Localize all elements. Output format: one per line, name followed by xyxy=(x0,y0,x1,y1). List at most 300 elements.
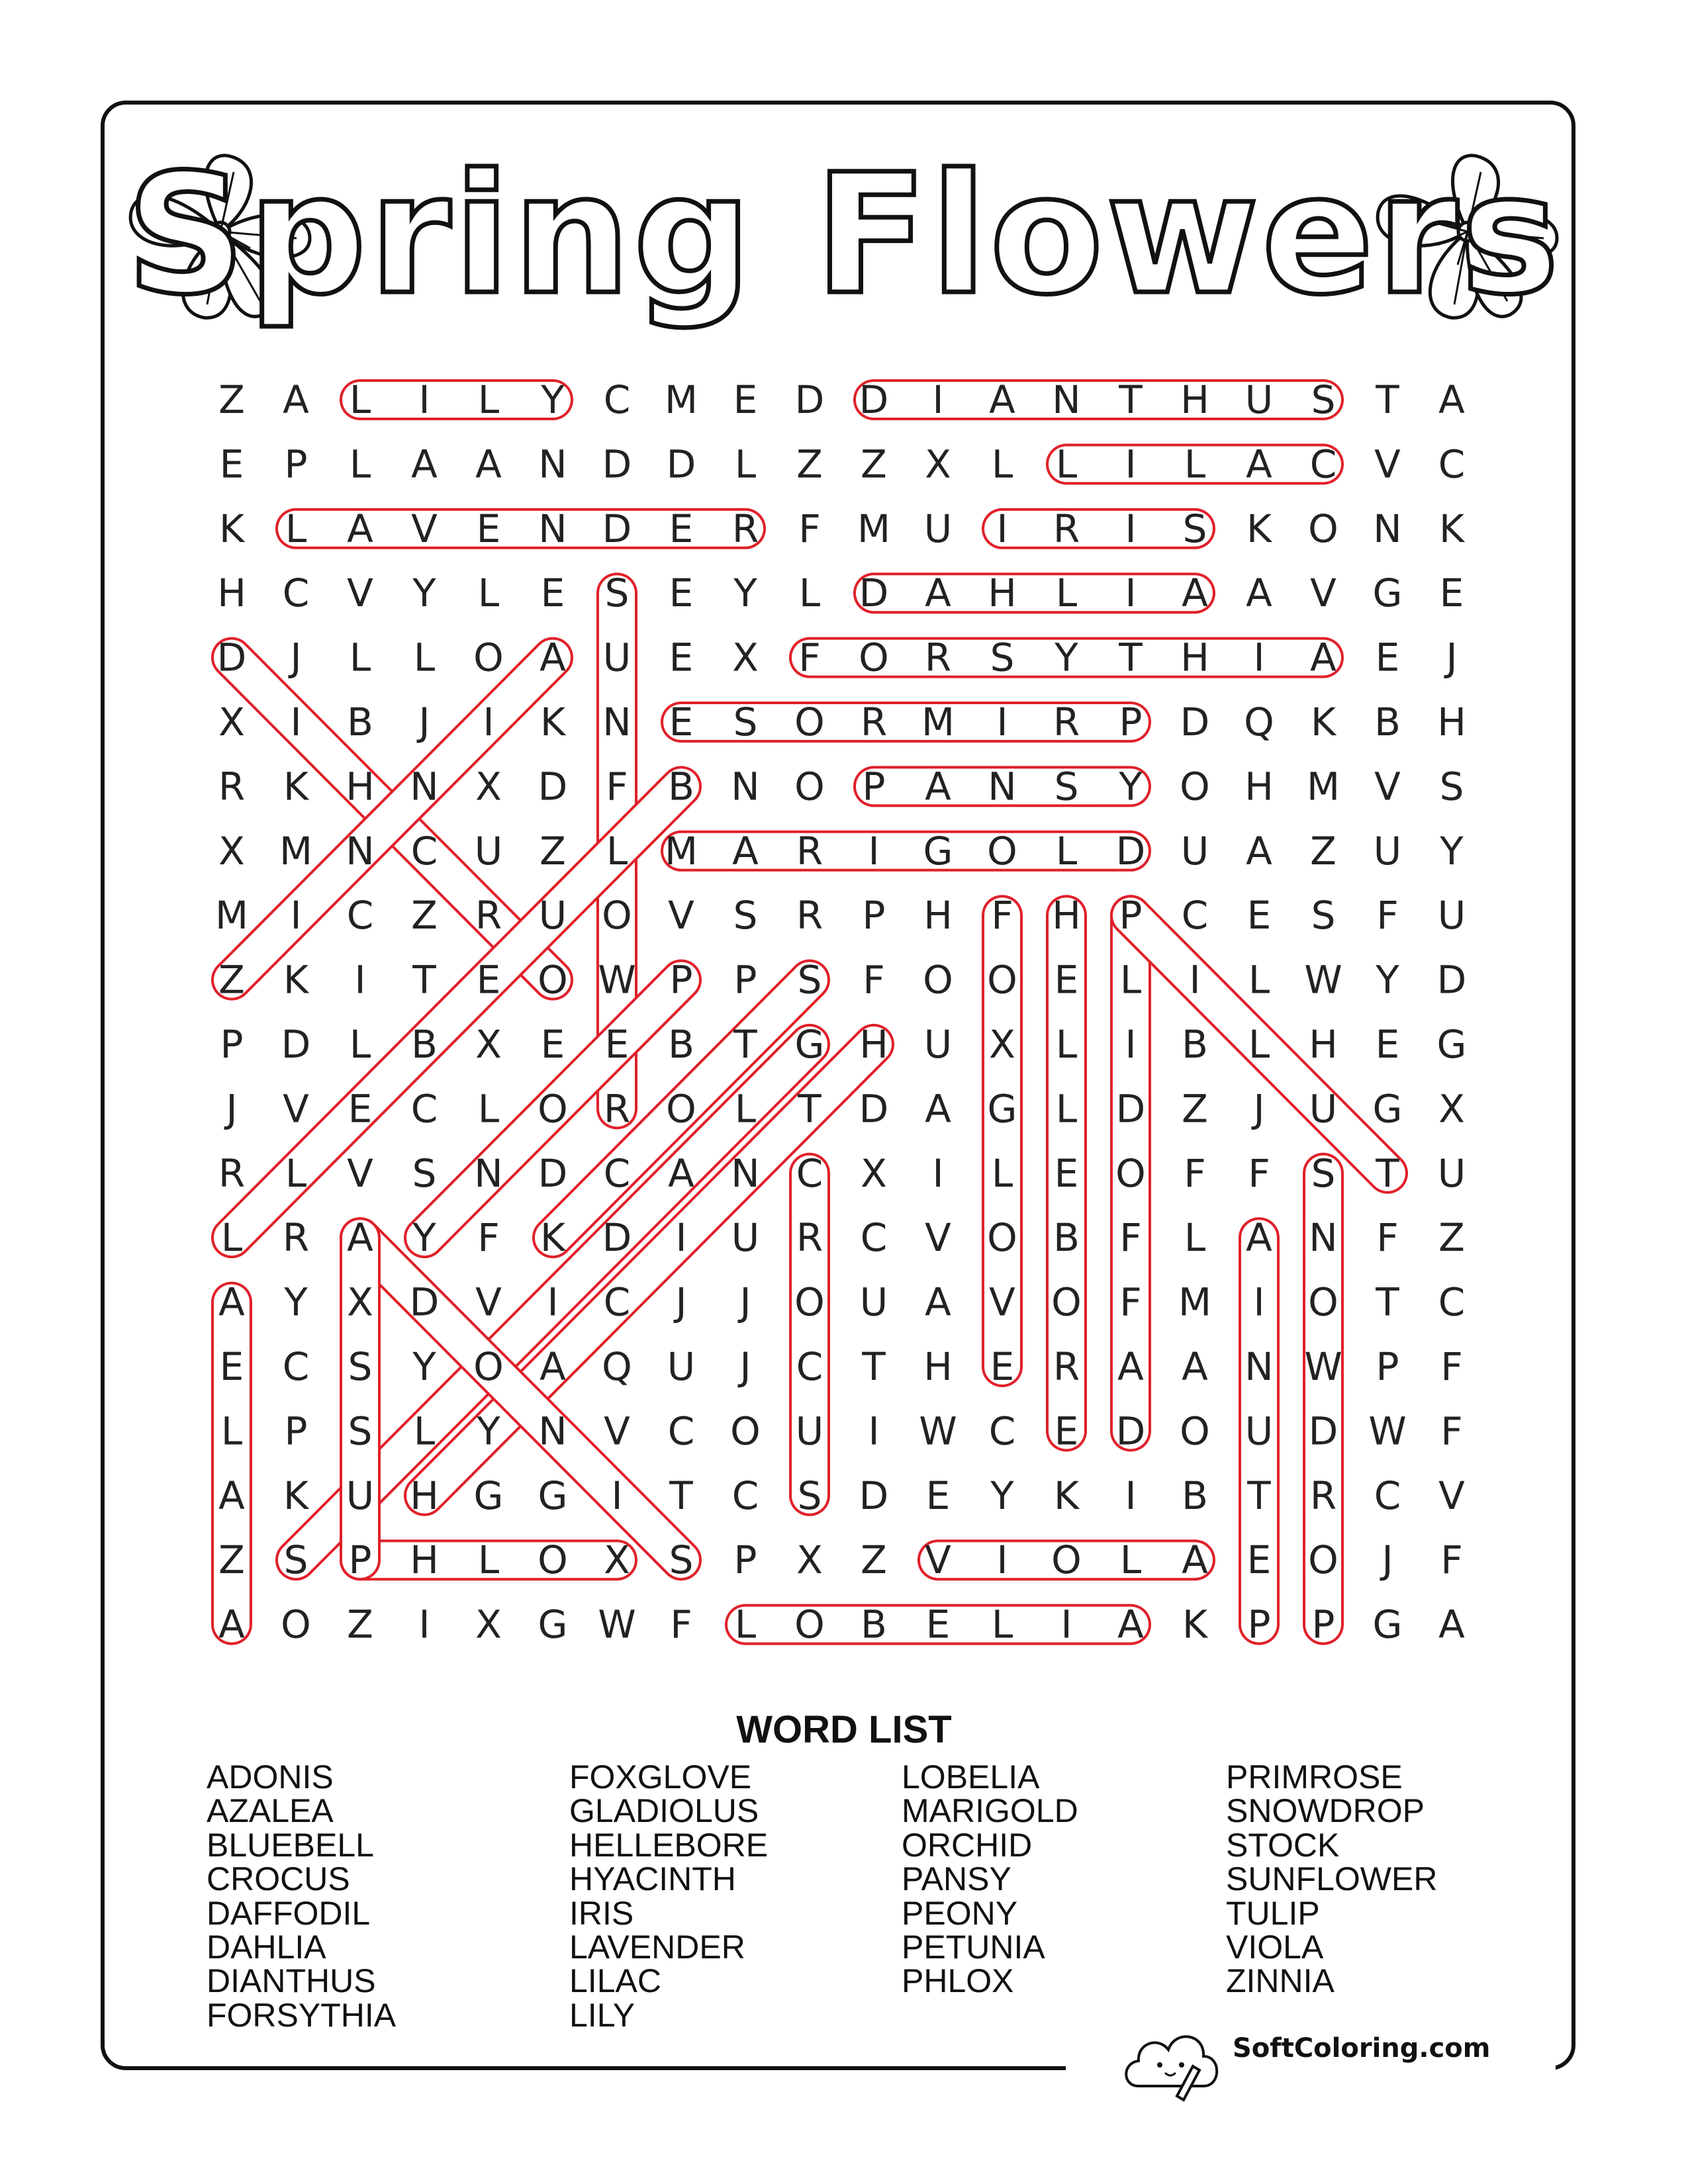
grid-letter: T xyxy=(1247,1473,1271,1518)
grid-letter: X xyxy=(604,1537,630,1583)
grid-letter: B xyxy=(1053,1215,1080,1261)
grid-letter: K xyxy=(539,1215,566,1261)
grid-letter: K xyxy=(283,1473,309,1518)
grid-letter: A xyxy=(218,1279,245,1325)
grid-letter: S xyxy=(1311,1150,1336,1196)
grid-letter: O xyxy=(1115,1150,1146,1196)
grid-letter: I xyxy=(675,1215,687,1261)
word-list-item: SNOWDROP xyxy=(1226,1792,1425,1830)
grid-letter: L xyxy=(349,1022,371,1067)
grid-letter: L xyxy=(1055,441,1078,487)
grid-letter: Z xyxy=(539,828,566,874)
grid-letter: O xyxy=(1308,506,1338,551)
grid-letter: L xyxy=(413,1408,436,1454)
grid-letter: C xyxy=(1309,441,1337,487)
grid-letter: E xyxy=(990,1344,1015,1389)
grid-letter: P xyxy=(669,957,693,1003)
grid-letter: D xyxy=(1115,1086,1146,1132)
word-list-item: ADONIS xyxy=(207,1758,334,1796)
grid-letter: D xyxy=(859,377,889,422)
grid-letter: I xyxy=(996,700,1008,745)
page-title: Spring Flowers xyxy=(126,138,1562,331)
grid-letter: A xyxy=(1246,441,1272,487)
grid-letter: P xyxy=(1247,1602,1271,1647)
grid-letter: L xyxy=(477,570,500,616)
grid-letter: X xyxy=(925,441,951,487)
grid-letter: Z xyxy=(861,1537,887,1583)
grid-letter: B xyxy=(861,1602,887,1647)
grid-letter: R xyxy=(218,764,246,809)
grid-letter: O xyxy=(602,893,632,938)
grid-letter: E xyxy=(1054,1408,1079,1454)
grid-letter: P xyxy=(1119,700,1143,745)
grid-letter: V xyxy=(347,1150,373,1196)
grid-letter: K xyxy=(1246,506,1272,551)
grid-letter: R xyxy=(1053,700,1080,745)
grid-letter: R xyxy=(796,828,823,874)
grid-letter: W xyxy=(1368,1408,1407,1454)
grid-letter: O xyxy=(794,1602,825,1647)
grid-letter: D xyxy=(859,1473,889,1518)
grid-letter: S xyxy=(283,1537,308,1583)
grid-letter: I xyxy=(611,1473,623,1518)
grid-letter: F xyxy=(670,1602,692,1647)
grid-letter: N xyxy=(602,700,632,745)
grid-letter: S xyxy=(412,1150,437,1196)
grid-letter: A xyxy=(1246,1215,1272,1261)
grid-letter: P xyxy=(1119,893,1143,938)
grid-letter: X xyxy=(475,1602,502,1647)
grid-letter: S xyxy=(348,1408,373,1454)
grid-letter: A xyxy=(989,377,1015,422)
grid-letter: A xyxy=(347,506,373,551)
grid-letter: N xyxy=(731,1150,760,1196)
grid-letter: J xyxy=(1253,1086,1265,1132)
grid-letter: A xyxy=(283,377,309,422)
grid-letter: A xyxy=(539,635,566,680)
grid-letter: C xyxy=(731,1473,759,1518)
grid-letter: C xyxy=(860,1215,888,1261)
grid-letter: I xyxy=(1125,506,1137,551)
grid-letter: N xyxy=(346,828,375,874)
grid-letter: Z xyxy=(1182,1086,1208,1132)
grid-letter: X xyxy=(475,764,502,809)
grid-letter: J xyxy=(1446,635,1458,680)
grid-letter: A xyxy=(539,1344,566,1389)
grid-letter: L xyxy=(1248,1022,1270,1067)
grid-letter: M xyxy=(857,506,891,551)
grid-letter: Z xyxy=(411,893,438,938)
grid-letter: M xyxy=(279,828,313,874)
word-list-item: PHLOX xyxy=(902,1962,1014,2000)
grid-letter: L xyxy=(220,1408,243,1454)
grid-letter: E xyxy=(1246,1537,1272,1583)
grid-letter: X xyxy=(861,1150,887,1196)
grid-letter: O xyxy=(794,764,825,809)
grid-letter: I xyxy=(290,893,302,938)
grid-letter: O xyxy=(987,828,1017,874)
grid-letter: D xyxy=(538,1150,568,1196)
grid-letter: L xyxy=(798,570,821,616)
grid-letter: L xyxy=(991,1602,1013,1647)
grid-letter: C xyxy=(1374,1473,1401,1518)
grid-letter: F xyxy=(477,1215,500,1261)
grid-letter: T xyxy=(798,1086,821,1132)
grid-letter: K xyxy=(1438,506,1465,551)
grid-letter: O xyxy=(794,700,825,745)
grid-letter: R xyxy=(603,1086,631,1132)
grid-letter: G xyxy=(1372,1086,1403,1132)
grid-letter: F xyxy=(1184,1150,1206,1196)
grid-letter: J xyxy=(290,635,302,680)
grid-letter: U xyxy=(1244,1408,1274,1454)
grid-letter: Y xyxy=(990,1473,1014,1518)
grid-letter: S xyxy=(990,635,1015,680)
grid-letter: B xyxy=(1182,1022,1208,1067)
grid-letter: S xyxy=(1439,764,1464,809)
grid-letter: I xyxy=(868,828,880,874)
grid-letter: A xyxy=(1438,1602,1465,1647)
grid-letter: Y xyxy=(284,1279,308,1325)
grid-letter: L xyxy=(1184,1215,1206,1261)
grid-letter: F xyxy=(1119,1279,1142,1325)
grid-letter: P xyxy=(220,1022,244,1067)
grid-letter: V xyxy=(411,506,438,551)
grid-letter: C xyxy=(282,570,310,616)
word-list-item: DAFFODIL xyxy=(207,1894,371,1932)
grid-letter: O xyxy=(281,1602,311,1647)
grid-letter: I xyxy=(932,1150,944,1196)
grid-letter: V xyxy=(668,893,694,938)
grid-letter: E xyxy=(219,1344,244,1389)
grid-letter: E xyxy=(219,441,244,487)
grid-letter: X xyxy=(347,1279,373,1325)
grid-letter: I xyxy=(996,506,1008,551)
grid-letter: E xyxy=(1054,957,1079,1003)
grid-letter: A xyxy=(218,1602,245,1647)
grid-letter: Y xyxy=(412,570,436,616)
grid-letter: H xyxy=(923,1344,953,1389)
grid-letter: L xyxy=(220,1215,243,1261)
grid-letter: D xyxy=(602,506,632,551)
grid-letter: F xyxy=(606,764,628,809)
grid-letter: V xyxy=(1374,441,1401,487)
grid-letter: R xyxy=(796,893,823,938)
grid-letter: Y xyxy=(541,377,565,422)
grid-letter: N xyxy=(1309,1215,1338,1261)
grid-letter: Y xyxy=(412,1344,436,1389)
grid-letter: N xyxy=(1373,506,1402,551)
grid-letter: D xyxy=(602,1215,632,1261)
grid-letter: I xyxy=(483,700,494,745)
grid-letter: Y xyxy=(412,1215,436,1261)
word-list-item: ZINNIA xyxy=(1226,1962,1335,2000)
grid-letter: C xyxy=(346,893,374,938)
grid-letter: F xyxy=(1376,893,1399,938)
grid-letter: H xyxy=(923,893,953,938)
grid-letter: Q xyxy=(1244,700,1274,745)
grid-letter: H xyxy=(1437,700,1466,745)
grid-letter: E xyxy=(669,700,694,745)
word-list-item: VIOLA xyxy=(1226,1929,1324,1966)
grid-letter: L xyxy=(734,1602,757,1647)
grid-letter: F xyxy=(1119,1215,1142,1261)
grid-letter: R xyxy=(731,506,759,551)
grid-letter: V xyxy=(283,1086,309,1132)
grid-letter: I xyxy=(290,700,302,745)
word-list-item: TULIP xyxy=(1226,1894,1320,1932)
grid-letter: S xyxy=(733,893,758,938)
word-list-item: PRIMROSE xyxy=(1226,1758,1403,1796)
grid-letter: F xyxy=(991,893,1013,938)
grid-letter: A xyxy=(925,764,951,809)
grid-letter: H xyxy=(859,1022,888,1067)
grid-letter: O xyxy=(1051,1279,1082,1325)
grid-letter: U xyxy=(1437,893,1466,938)
grid-letter: V xyxy=(1438,1473,1465,1518)
grid-letter: B xyxy=(668,1022,694,1067)
grid-letter: Z xyxy=(1438,1215,1465,1261)
grid-letter: A xyxy=(411,441,438,487)
grid-letter: E xyxy=(733,377,758,422)
grid-letter: U xyxy=(667,1344,696,1389)
grid-letter: A xyxy=(925,1279,951,1325)
grid-letter: H xyxy=(410,1473,439,1518)
grid-letter: X xyxy=(989,1022,1015,1067)
grid-letter: B xyxy=(1374,700,1401,745)
grid-letter: E xyxy=(925,1602,951,1647)
grid-letter: J xyxy=(226,1086,238,1132)
grid-letter: Y xyxy=(733,570,757,616)
grid-letter: T xyxy=(733,1022,757,1067)
grid-letter: E xyxy=(669,635,694,680)
grid-letter: D xyxy=(602,441,632,487)
grid-letter: M xyxy=(214,893,249,938)
grid-letter: C xyxy=(667,1408,695,1454)
grid-letter: P xyxy=(1311,1602,1335,1647)
grid-letter: Y xyxy=(1440,828,1464,874)
grid-letter: F xyxy=(1248,1150,1270,1196)
grid-letter: A xyxy=(1182,570,1208,616)
grid-letter: S xyxy=(1054,764,1079,809)
grid-letter: S xyxy=(604,570,630,616)
grid-letter: U xyxy=(474,828,503,874)
grid-letter: Y xyxy=(1119,764,1143,809)
grid-letter: K xyxy=(1182,1602,1208,1647)
grid-letter: H xyxy=(1180,377,1209,422)
grid-letter: Z xyxy=(218,957,245,1003)
grid-letter: J xyxy=(739,1344,751,1389)
grid-letter: V xyxy=(925,1537,951,1583)
grid-letter: Z xyxy=(861,441,887,487)
grid-letter: L xyxy=(734,1086,757,1132)
grid-letter: A xyxy=(218,1473,245,1518)
grid-letter: L xyxy=(477,1086,500,1132)
grid-letter: I xyxy=(1189,957,1201,1003)
grid-letter: R xyxy=(796,1215,823,1261)
word-list-item: LOBELIA xyxy=(902,1758,1040,1796)
grid-letter: I xyxy=(996,1537,1008,1583)
grid-letter: O xyxy=(1180,764,1210,809)
grid-letter: D xyxy=(794,377,825,422)
grid-letter: D xyxy=(281,1022,311,1067)
grid-letter: N xyxy=(988,764,1017,809)
grid-letter: A xyxy=(1117,1602,1144,1647)
word-list-column xyxy=(207,1760,396,2032)
grid-letter: E xyxy=(1246,893,1272,938)
grid-letter: D xyxy=(1180,700,1210,745)
grid-letter: O xyxy=(1308,1537,1338,1583)
grid-letter: L xyxy=(1055,1022,1078,1067)
grid-letter: Z xyxy=(347,1602,373,1647)
grid-letter: P xyxy=(862,764,886,809)
grid-letter: I xyxy=(1125,441,1137,487)
grid-letter: O xyxy=(794,1279,825,1325)
grid-letter: C xyxy=(603,377,631,422)
grid-letter: N xyxy=(538,506,567,551)
grid-letter: E xyxy=(476,506,501,551)
grid-letter: E xyxy=(348,1086,373,1132)
grid-letter: L xyxy=(285,1150,307,1196)
grid-letter: D xyxy=(859,1086,889,1132)
word-list-item: DAHLIA xyxy=(207,1929,326,1966)
grid-letter: M xyxy=(664,377,698,422)
grid-letter: W xyxy=(1304,957,1342,1003)
grid-letter: T xyxy=(1376,1150,1399,1196)
grid-letter: I xyxy=(932,377,944,422)
word-list-item: MARIGOLD xyxy=(902,1792,1078,1830)
grid-letter: L xyxy=(606,828,628,874)
grid-letter: H xyxy=(1309,1022,1338,1067)
grid-letter: C xyxy=(282,1344,310,1389)
grid-letter: U xyxy=(1437,1150,1466,1196)
grid-letter: A xyxy=(668,1150,694,1196)
word-list-item: ORCHID xyxy=(902,1826,1033,1864)
grid-letter: P xyxy=(1376,1344,1399,1389)
grid-letter: A xyxy=(1438,377,1465,422)
grid-letter: U xyxy=(1180,828,1209,874)
grid-letter: I xyxy=(1253,635,1265,680)
grid-letter: U xyxy=(923,506,953,551)
grid-letter: C xyxy=(796,1344,823,1389)
grid-letter: O xyxy=(730,1408,761,1454)
grid-letter: B xyxy=(668,764,694,809)
grid-letter: T xyxy=(1376,377,1399,422)
grid-letter: V xyxy=(925,1215,951,1261)
grid-letter: F xyxy=(863,957,885,1003)
grid-letter: B xyxy=(1182,1473,1208,1518)
grid-letter: P xyxy=(284,441,308,487)
grid-letter: A xyxy=(347,1215,373,1261)
grid-letter: E xyxy=(669,570,694,616)
grid-letter: E xyxy=(1375,635,1400,680)
grid-letter: I xyxy=(1060,1602,1072,1647)
grid-letter: N xyxy=(731,764,760,809)
word-list-item: DIANTHUS xyxy=(207,1962,376,2000)
word-list-item: IRIS xyxy=(569,1894,634,1932)
grid-letter: R xyxy=(1309,1473,1337,1518)
grid-letter: I xyxy=(868,1408,880,1454)
grid-letter: R xyxy=(1053,506,1080,551)
word-list-title: WORD LIST xyxy=(736,1708,952,1751)
grid-letter: O xyxy=(1051,1537,1082,1583)
grid-letter: Y xyxy=(1376,957,1399,1003)
grid-letter: J xyxy=(675,1279,687,1325)
grid-letter: V xyxy=(1310,570,1336,616)
grid-letter: S xyxy=(348,1344,373,1389)
grid-letter: Z xyxy=(218,1537,245,1583)
grid-letter: H xyxy=(1180,635,1209,680)
brand-name: SoftColoring.com xyxy=(1233,2033,1491,2064)
grid-letter: C xyxy=(410,828,438,874)
grid-letter: L xyxy=(349,377,371,422)
grid-letter: H xyxy=(988,570,1017,616)
grid-letter: Y xyxy=(477,1408,500,1454)
grid-letter: G xyxy=(987,1086,1017,1132)
grid-letter: E xyxy=(476,957,501,1003)
grid-letter: A xyxy=(1182,1344,1208,1389)
word-list-item: LAVENDER xyxy=(569,1929,745,1966)
grid-letter: O xyxy=(538,1537,568,1583)
grid-letter: G xyxy=(473,1473,504,1518)
word-list-item: CROCUS xyxy=(207,1860,350,1898)
grid-letter: C xyxy=(796,1150,823,1196)
grid-letter: C xyxy=(410,1086,438,1132)
grid-letter: I xyxy=(547,1279,559,1325)
grid-letter: V xyxy=(347,570,373,616)
grid-letter: A xyxy=(732,828,759,874)
grid-letter: D xyxy=(1115,1408,1146,1454)
grid-letter: W xyxy=(598,957,636,1003)
grid-letter: R xyxy=(924,635,952,680)
grid-letter: S xyxy=(1311,893,1336,938)
grid-letter: U xyxy=(538,893,567,938)
grid-letter: C xyxy=(988,1408,1016,1454)
grid-letter: J xyxy=(1382,1537,1393,1583)
grid-letter: L xyxy=(1055,570,1078,616)
word-list-item: AZALEA xyxy=(207,1792,334,1830)
grid-letter: K xyxy=(283,957,309,1003)
grid-letter: G xyxy=(538,1602,568,1647)
grid-letter: B xyxy=(347,700,373,745)
grid-letter: E xyxy=(1439,570,1464,616)
grid-letter: T xyxy=(1376,1279,1399,1325)
grid-letter: E xyxy=(540,570,565,616)
grid-letter: K xyxy=(218,506,245,551)
grid-letter: P xyxy=(862,893,886,938)
grid-letter: L xyxy=(477,1537,500,1583)
grid-letter: Z xyxy=(796,441,823,487)
grid-letter: S xyxy=(797,1473,822,1518)
grid-letter: U xyxy=(731,1215,760,1261)
grid-letter: A xyxy=(1310,635,1336,680)
grid-letter: C xyxy=(1438,441,1466,487)
grid-letter: P xyxy=(284,1408,308,1454)
word-list-item: HELLEBORE xyxy=(569,1826,769,1864)
grid-letter: L xyxy=(285,506,307,551)
grid-letter: V xyxy=(475,1279,502,1325)
cloud-pencil-logo-icon xyxy=(1119,2013,1225,2106)
word-list-item: SUNFLOWER xyxy=(1226,1860,1438,1898)
grid-letter: X xyxy=(218,828,245,874)
grid-letter: A xyxy=(925,570,951,616)
grid-letter: H xyxy=(1052,893,1081,938)
grid-letter: Y xyxy=(1055,635,1078,680)
grid-letter: A xyxy=(1246,828,1272,874)
grid-letter: U xyxy=(1244,377,1274,422)
grid-letter: N xyxy=(1244,1344,1274,1389)
grid-letter: O xyxy=(666,1086,696,1132)
